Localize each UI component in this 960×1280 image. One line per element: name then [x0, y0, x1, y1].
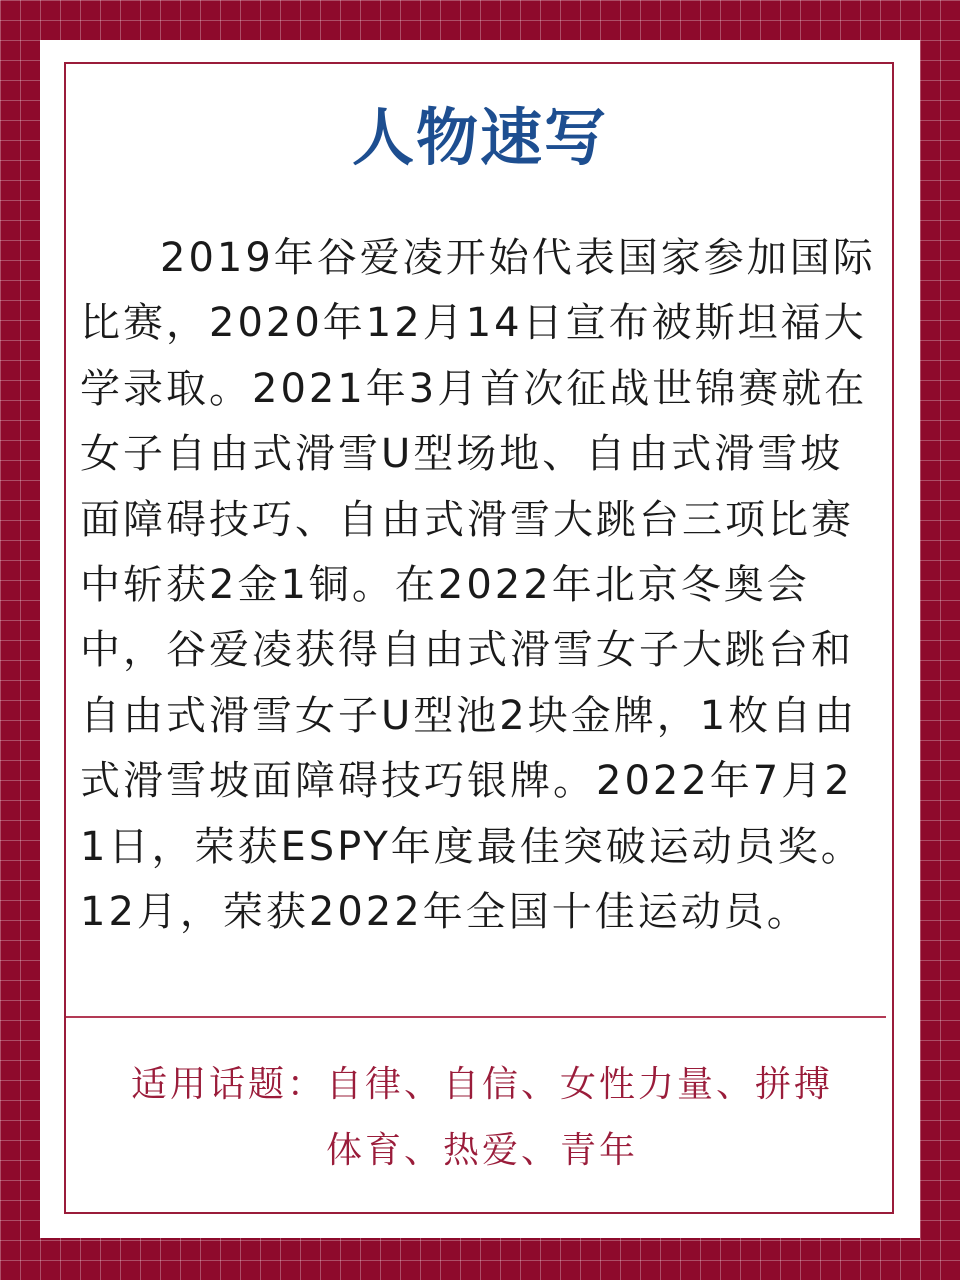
page-title: 人物速写: [351, 101, 608, 174]
topics-block: [62, 1052, 902, 1184]
topics-line-1: 适用话题：自律、自信、女性力量、拼搏: [130, 1064, 833, 1105]
divider-line: [66, 1016, 886, 1018]
article-paragraph: 2019年谷爱凌开始代表国家参加国际比赛，2020年12月14日宣布被斯坦福大学录取。2021年3月首次征战世锦赛就在女子自由式滑雪U型场地、自由式滑雪坡面障碍技巧、自由式滑雪大跳台三项比赛中斩获2金1铜。在2022年北京冬奥会中，谷爱凌获得自由式滑雪女子大跳台和自由式滑雪女子U型池2块金牌，1枚自由式滑雪坡面障碍技巧银牌。2022年7月21日，荣获ESPY年度最佳突破运动员奖。12月，荣获2022年全国十佳运动员。: [80, 235, 876, 936]
topics-line-2: 体育、热爱、青年: [325, 1130, 638, 1171]
content-card: [40, 40, 920, 1238]
